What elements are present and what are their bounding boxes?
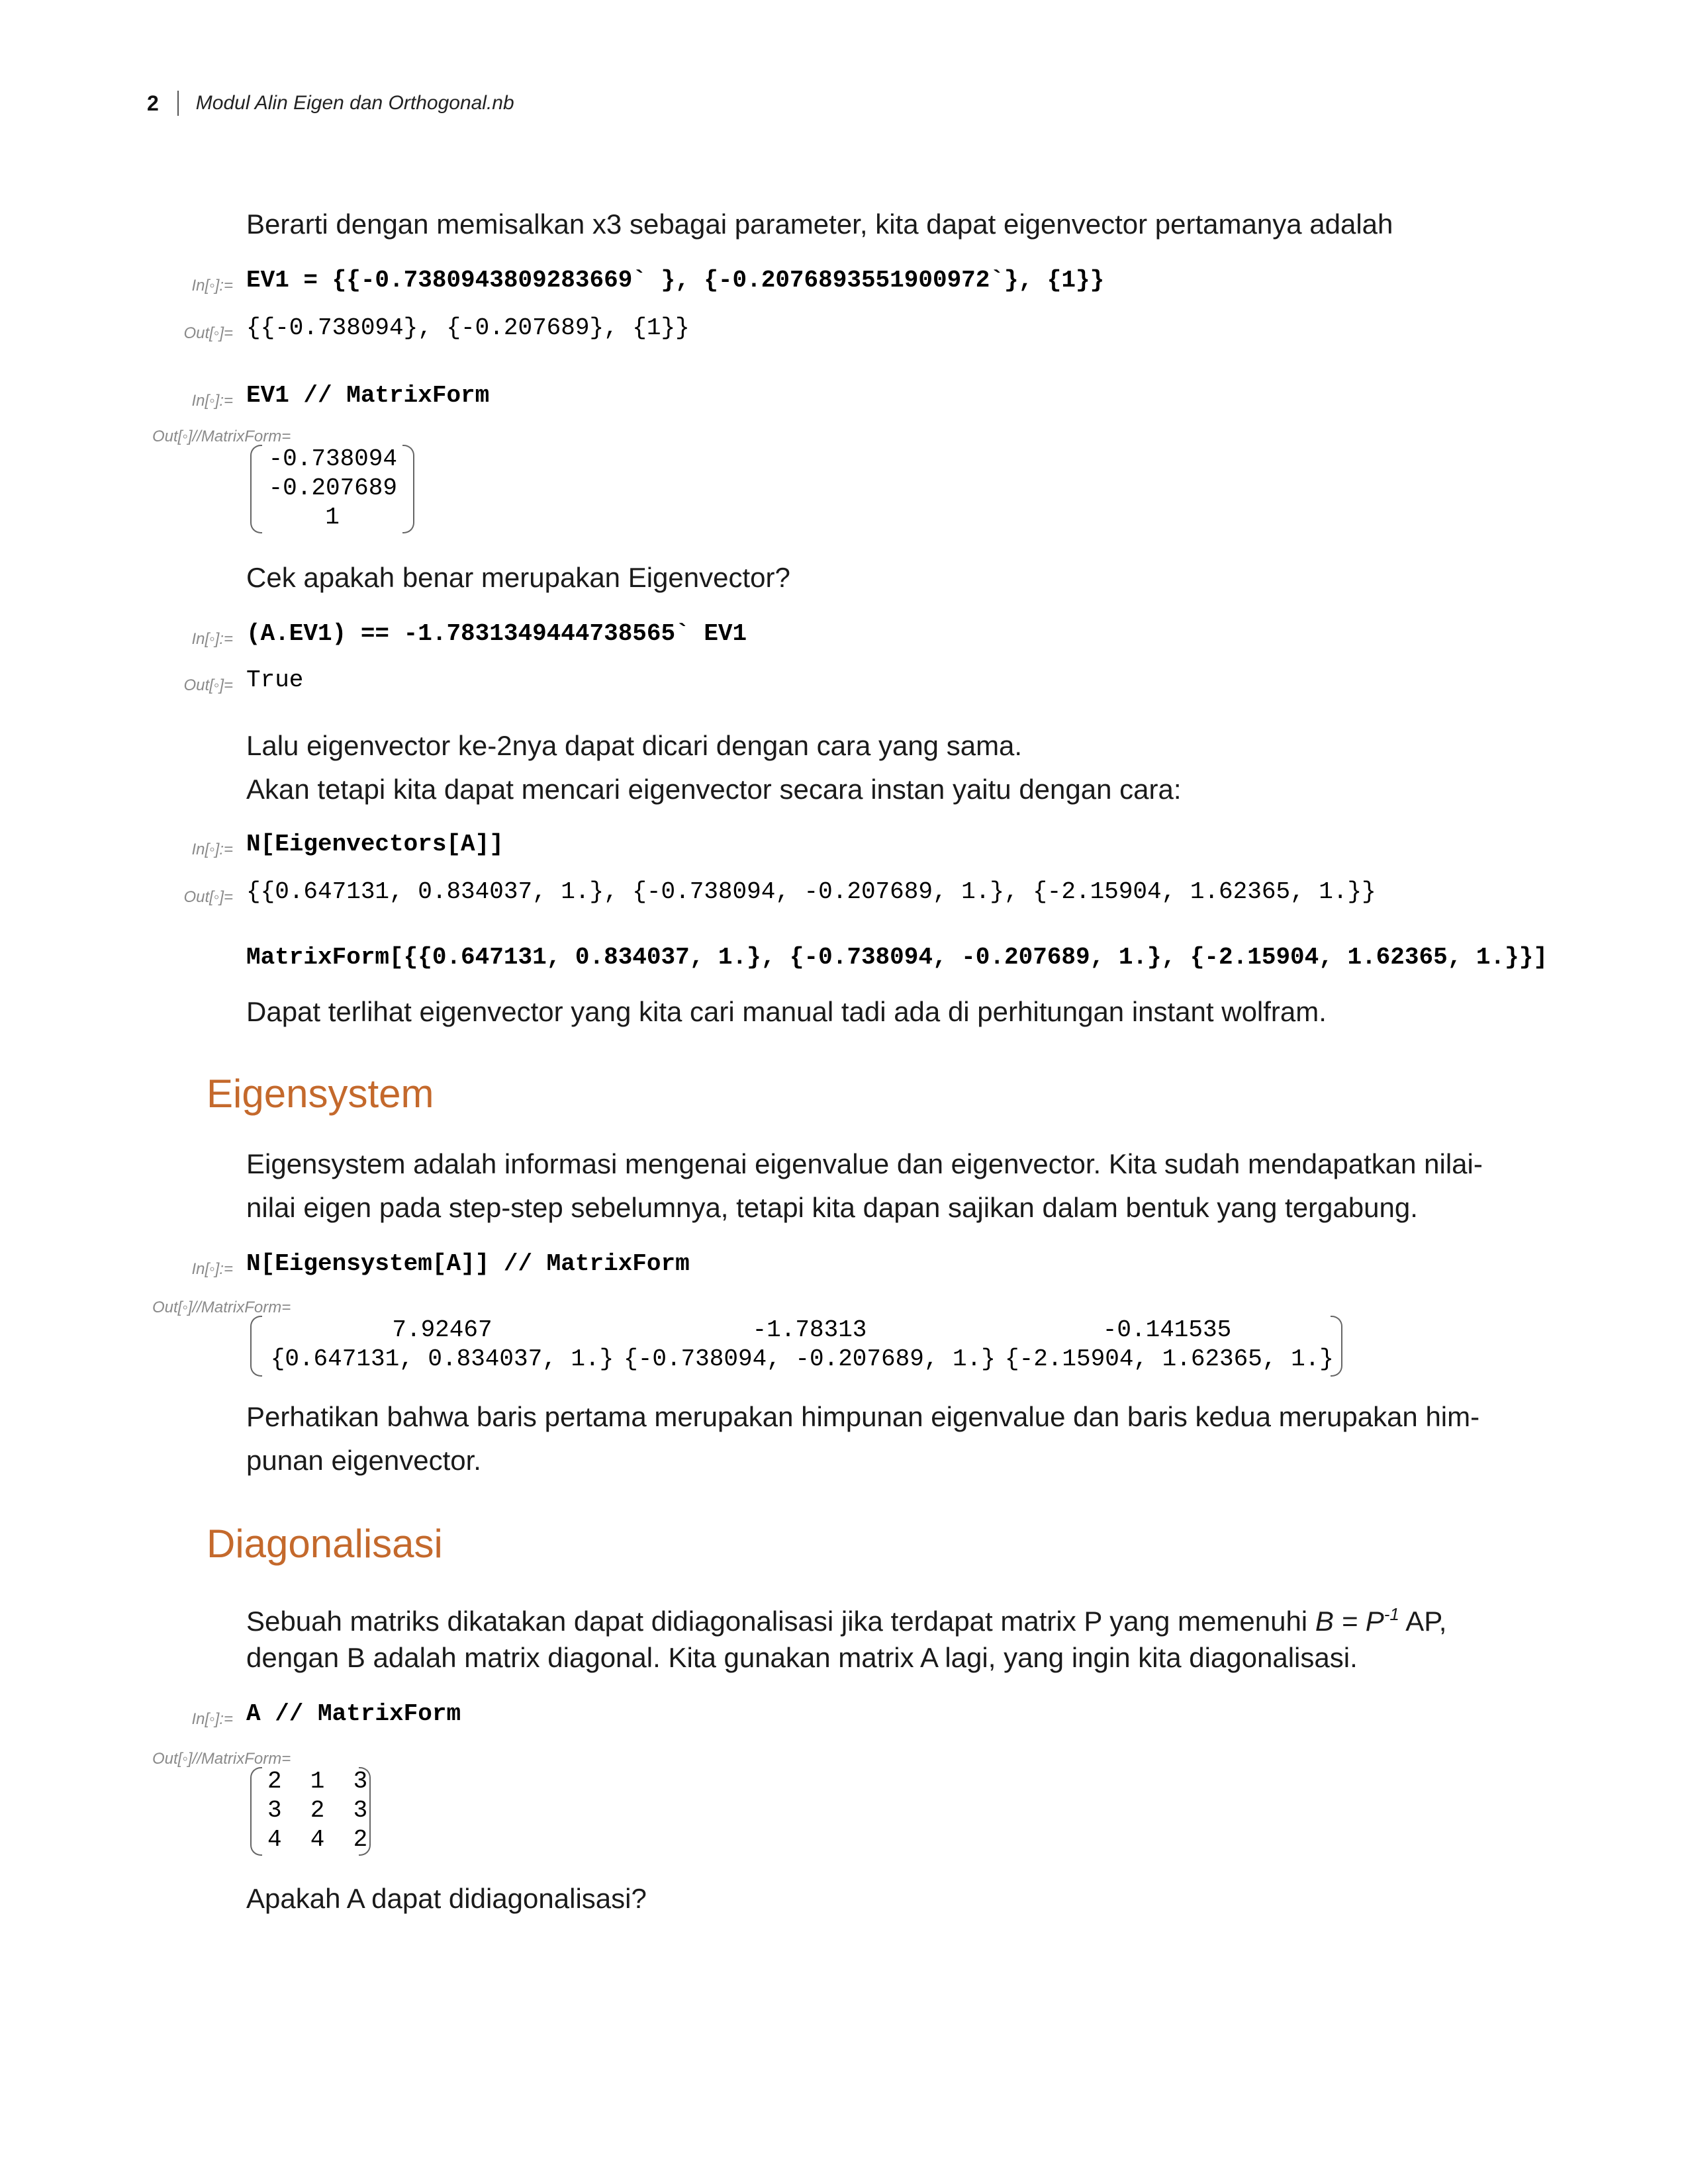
output-label: Out[◦]//MatrixForm=	[152, 1298, 291, 1316]
formula: $B = P^{-1}$	[1315, 1604, 1399, 1637]
text-cell[interactable]: dengan B adalah matrix diagonal. Kita gunakan matrix A lagi, yang ingin kita diagonalisasi.	[246, 1642, 1358, 1673]
input-label: In[◦]:=	[191, 277, 233, 295]
input-label: In[◦]:=	[191, 841, 233, 858]
matrix-row: 2 1 3	[267, 1768, 368, 1795]
output-label: Out[◦]//MatrixForm=	[152, 1750, 291, 1768]
text-cell[interactable]: Eigensystem adalah informasi mengenai eigenvalue dan eigenvector. Kita sudah mendapatkan nilai-	[246, 1148, 1483, 1179]
section-heading[interactable]: Eigensystem	[207, 1071, 434, 1116]
output-cell[interactable]: True	[246, 666, 304, 694]
left-paren	[250, 1316, 262, 1377]
input-cell[interactable]: N[Eigenvectors[A]]	[246, 831, 504, 858]
output-cell[interactable]: {{-0.738094}, {-0.207689}, {1}}	[246, 314, 690, 341]
text-cell[interactable]: nilai eigen pada step-step sebelumnya, tetapi kita dapan sajikan dalam bentuk yang tergabung.	[246, 1192, 1418, 1223]
text-cell[interactable]: Perhatikan bahwa baris pertama merupakan himpunan eigenvalue dan baris kedua merupakan him-	[246, 1401, 1480, 1432]
eigenvalue: -1.78313	[752, 1316, 867, 1343]
left-paren	[250, 1767, 262, 1856]
output-matrix[interactable]	[250, 445, 414, 533]
text-cell[interactable]: Apakah A dapat didiagonalisasi?	[246, 1883, 647, 1914]
matrix-row: 1	[325, 504, 340, 531]
output-label: Out[◦]=	[183, 324, 233, 342]
input-label: In[◦]:=	[191, 1710, 233, 1728]
section-heading[interactable]: Diagonalisasi	[207, 1522, 443, 1566]
input-label: In[◦]:=	[191, 1260, 233, 1278]
input-label: In[◦]:=	[191, 392, 233, 410]
input-cell[interactable]: EV1 = {{-0.7380943809283669` }, {-0.2076893551900972`}, {1}}	[246, 267, 1105, 294]
text-span: Sebuah matriks dikatakan dapat didiagonalisasi jika terdapat matrix P yang memenuhi	[246, 1606, 1315, 1637]
text-cell[interactable]: Berarti dengan memisalkan x3 sebagai parameter, kita dapat eigenvector pertamanya adalah	[246, 208, 1393, 240]
matrix-row: -0.738094	[268, 445, 397, 473]
text-cell[interactable]: punan eigenvector.	[246, 1445, 481, 1476]
eigenvalue: -0.141535	[1102, 1316, 1232, 1343]
text-cell[interactable]: Lalu eigenvector ke-2nya dapat dicari dengan cara yang sama.	[246, 730, 1023, 761]
input-cell[interactable]: MatrixForm[{{0.647131, 0.834037, 1.}, {-0.738094, -0.207689, 1.}, {-2.15904, 1.62365, 1.}}]	[246, 944, 1548, 971]
eigensystem-matrix[interactable]	[250, 1316, 1342, 1377]
input-label: In[◦]:=	[191, 630, 233, 648]
matrix-row: 3 2 3	[267, 1797, 368, 1824]
header-divider	[177, 91, 179, 116]
notebook-title: Modul Alin Eigen dan Orthogonal.nb	[195, 92, 514, 114]
input-cell[interactable]: (A.EV1) == -1.7831349444738565` EV1	[246, 620, 747, 647]
input-cell[interactable]: N[Eigensystem[A]] // MatrixForm	[246, 1250, 690, 1277]
input-cell[interactable]: A // MatrixForm	[246, 1700, 461, 1727]
text-cell[interactable]: Dapat terlihat eigenvector yang kita cari manual tadi ada di perhitungan instant wolfram.	[246, 996, 1327, 1027]
eigenvector: {0.647131, 0.834037, 1.}	[270, 1345, 614, 1373]
output-label: Out[◦]=	[183, 888, 233, 906]
text-span: AP,	[1399, 1606, 1447, 1637]
output-cell[interactable]: {{0.647131, 0.834037, 1.}, {-0.738094, -0.207689, 1.}, {-2.15904, 1.62365, 1.}}	[246, 878, 1376, 905]
output-label: Out[◦]=	[183, 676, 233, 694]
output-matrix[interactable]	[250, 1767, 371, 1856]
output-label: Out[◦]//MatrixForm=	[152, 428, 291, 445]
eigenvector: {-2.15904, 1.62365, 1.}	[1005, 1345, 1334, 1373]
matrix-row: -0.207689	[268, 475, 397, 502]
page-header	[147, 87, 514, 119]
page-number: 2	[147, 91, 159, 115]
matrix-row: 4 4 2	[267, 1826, 368, 1853]
input-cell[interactable]: EV1 // MatrixForm	[246, 382, 490, 409]
left-paren	[250, 445, 262, 533]
eigenvector: {-0.738094, -0.207689, 1.}	[624, 1345, 996, 1373]
right-paren	[402, 445, 414, 533]
text-cell[interactable]: Akan tetapi kita dapat mencari eigenvector secara instan yaitu dengan cara:	[246, 774, 1182, 805]
eigenvalue: 7.92467	[392, 1316, 492, 1343]
text-cell[interactable]: Cek apakah benar merupakan Eigenvector?	[246, 562, 790, 593]
